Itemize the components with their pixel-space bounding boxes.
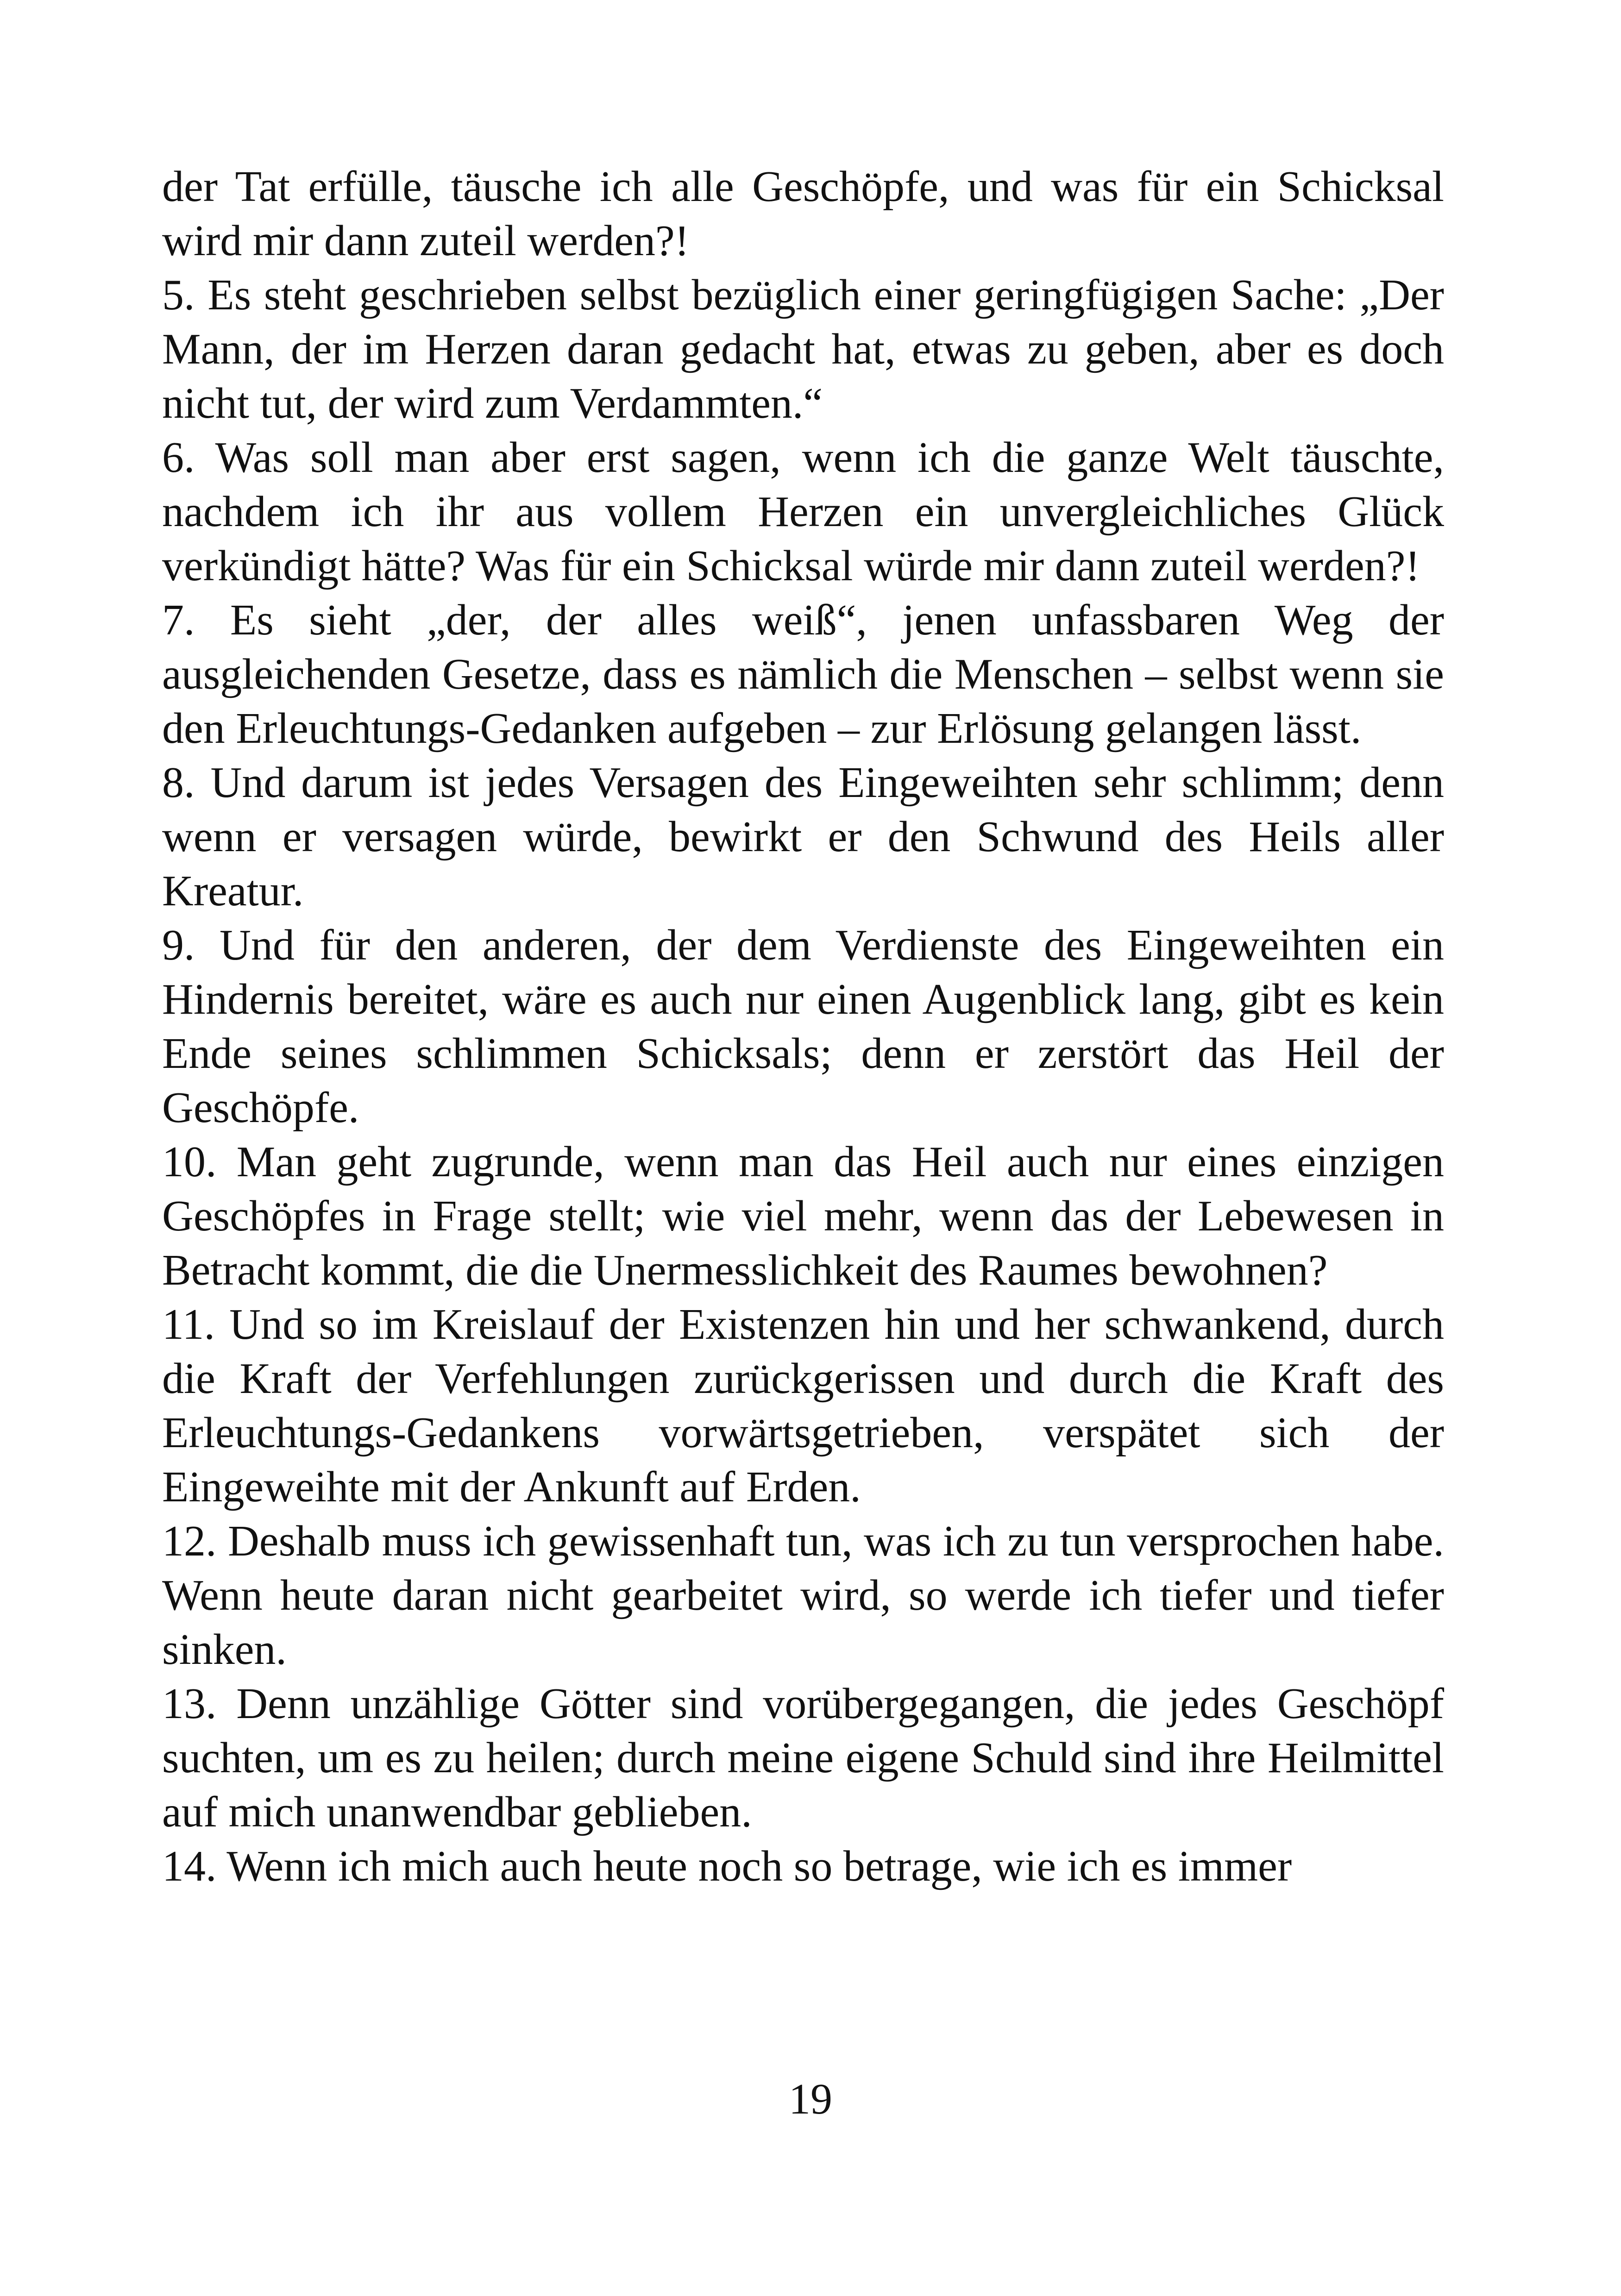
paragraph: 11. Und so im Kreislauf der Existenzen hin und her schwankend, durch die Kraft der Verfehlungen zurückgerissen und durch die Kraft des Erleuchtungs-Gedankens vorwärtsgetrieben, verspätet sich der Eingeweihte mit der Ankunft auf Erden. (162, 1300, 1444, 1511)
page-body (162, 160, 1444, 1894)
paragraph: 10. Man geht zugrunde, wenn man das Heil auch nur eines einzigen Geschöpfes in Frage stellt; wie viel mehr, wenn das der Lebewesen in Betracht kommt, die die Unermesslichkeit des Raumes bewohnen? (162, 1138, 1444, 1294)
paragraph: 7. Es sieht „der, der alles weiß“, jenen unfassbaren Weg der ausgleichenden Gesetze, dass es nämlich die Menschen – selbst wenn sie den Erleuchtungs-Gedanken aufgeben – zur Erlösung gelangen lässt. (162, 596, 1444, 753)
paragraph: 13. Denn unzählige Götter sind vorübergegangen, die jedes Geschöpf suchten, um es zu heilen; durch meine eigene Schuld sind ihre Heilmittel auf mich unanwendbar geblieben. (162, 1680, 1444, 1836)
paragraph: 5. Es steht geschrieben selbst bezüglich einer geringfügigen Sache: „Der Mann, der im Herzen daran gedacht hat, etwas zu geben, aber es doch nicht tut, der wird zum Verdammten.“ (162, 271, 1444, 427)
paragraph: 14. Wenn ich mich auch heute noch so betrage, wie ich es immer (162, 1842, 1292, 1890)
paragraph: 9. Und für den anderen, der dem Verdienste des Eingeweihten ein Hindernis bereitet, wäre es auch nur einen Augenblick lang, gibt es kein Ende seines schlimmen Schicksals; denn er zerstört das Heil der Geschöpfe. (162, 921, 1444, 1132)
page-number: 19 (789, 2075, 832, 2123)
paragraph: 8. Und darum ist jedes Versagen des Eingeweihten sehr schlimm; denn wenn er versagen würde, bewirkt er den Schwund des Heils aller Kreatur. (162, 759, 1444, 915)
paragraph: 6. Was soll man aber erst sagen, wenn ich die ganze Welt täuschte, nachdem ich ihr aus vollem Herzen ein unvergleichliches Glück verkündigt hätte? Was für ein Schicksal würde mir dann zuteil werden?! (162, 433, 1444, 590)
paragraph: 12. Deshalb muss ich gewissenhaft tun, was ich zu tun versprochen habe. Wenn heute daran nicht gearbeitet wird, so werde ich tiefer und tiefer sinken. (162, 1517, 1444, 1674)
paragraph: der Tat erfülle, täusche ich alle Geschöpfe, und was für ein Schicksal wird mir dann zuteil werden?! (162, 163, 1444, 265)
